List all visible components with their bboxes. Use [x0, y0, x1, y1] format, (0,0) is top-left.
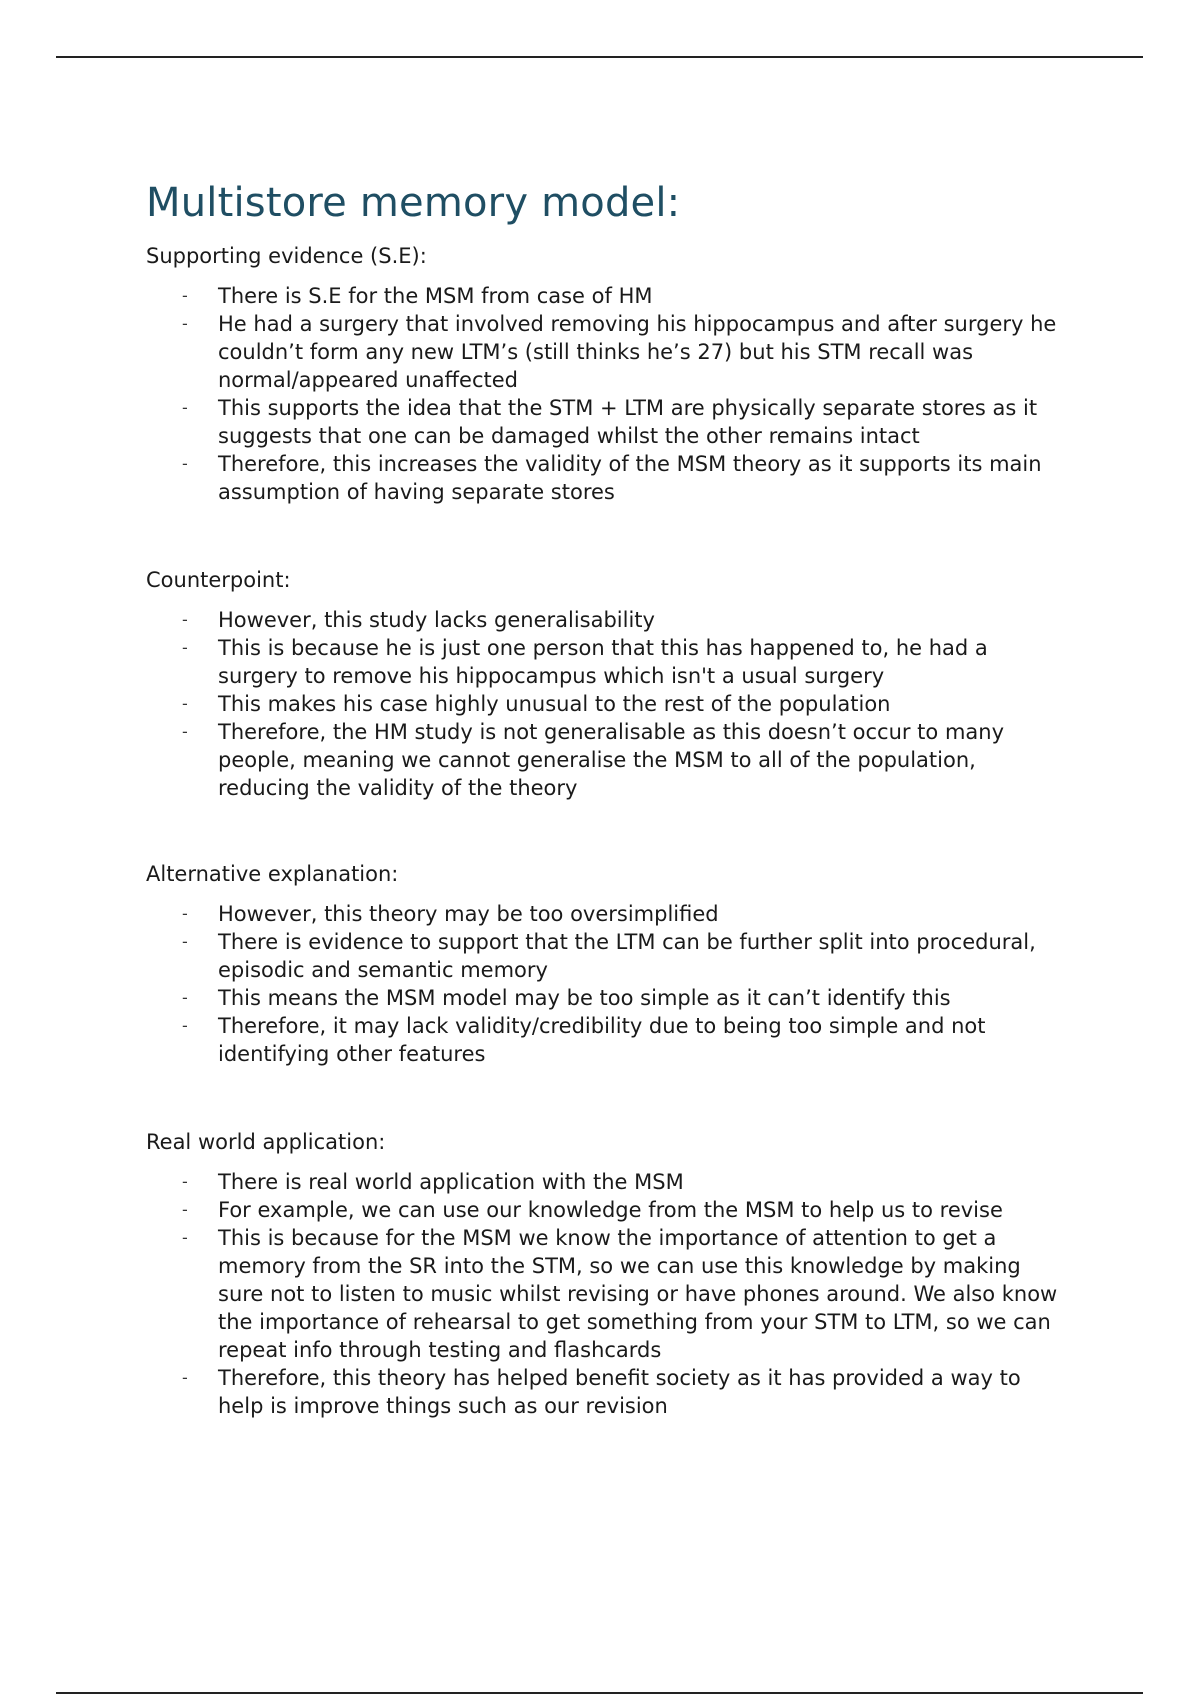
list-item [182, 718, 1066, 802]
dash-bullet-icon: - [182, 1016, 188, 1035]
top-rule [56, 56, 1143, 58]
list-item-text: This is because for the MSM we know the importance of attention to get a memory from the SR into the STM, so we can use this knowledge by making sure not to listen to music whilst revising or have phones around. We also know the importance of rehearsal to get something from your STM to LTM, so we can repeat info through testing and flashcards [218, 1226, 1058, 1362]
dash-bullet-icon: - [182, 286, 188, 305]
dash-bullet-icon: - [182, 398, 188, 417]
list-item-text: Therefore, this theory has helped benefit society as it has provided a way to help is improve things such as our revision [218, 1366, 1021, 1418]
list-item-text: This means the MSM model may be too simple as it can’t identify this [218, 986, 951, 1010]
dash-bullet-icon: - [182, 314, 188, 333]
list-item [182, 394, 1066, 450]
list-item [182, 1224, 1066, 1364]
section-supporting-evidence [146, 242, 1066, 506]
dash-bullet-icon: - [182, 932, 188, 951]
list-item-text: There is S.E for the MSM from case of HM [218, 284, 653, 308]
list-item-text: This makes his case highly unusual to the rest of the population [218, 692, 891, 716]
list-item-text: However, this theory may be too oversimplified [218, 902, 719, 926]
section-real-world-application [146, 1128, 1066, 1420]
document-body [146, 174, 1066, 1420]
page-title: Multistore memory model: [146, 180, 681, 226]
spacer [146, 506, 1066, 566]
section-heading: Alternative explanation: [146, 862, 399, 886]
bullet-list [146, 900, 1066, 1068]
list-item [182, 310, 1066, 394]
dash-bullet-icon: - [182, 1228, 188, 1247]
dash-bullet-icon: - [182, 454, 188, 473]
list-item-text: This supports the idea that the STM + LTM are physically separate stores as it suggests that one can be damaged whilst the other remains intact [218, 396, 1038, 448]
section-counterpoint [146, 566, 1066, 802]
list-item [182, 634, 1066, 690]
dash-bullet-icon: - [182, 638, 188, 657]
list-item-text: This is because he is just one person that this has happened to, he had a surgery to remove his hippocampus which isn't a usual surgery [218, 636, 988, 688]
list-item [182, 900, 1066, 928]
dash-bullet-icon: - [182, 1200, 188, 1219]
list-item [182, 928, 1066, 984]
bottom-rule [56, 1692, 1143, 1694]
list-item [182, 606, 1066, 634]
list-item-text: There is evidence to support that the LTM can be further split into procedural, episodic and semantic memory [218, 930, 1036, 982]
list-item [182, 282, 1066, 310]
dash-bullet-icon: - [182, 1368, 188, 1387]
list-item [182, 1196, 1066, 1224]
dash-bullet-icon: - [182, 722, 188, 741]
list-item [182, 1364, 1066, 1420]
list-item-text: He had a surgery that involved removing his hippocampus and after surgery he couldn’t form any new LTM’s (still thinks he’s 27) but his STM recall was normal/appeared unaffected [218, 312, 1057, 392]
list-item-text: Therefore, this increases the validity of the MSM theory as it supports its main assumption of having separate stores [218, 452, 1042, 504]
dash-bullet-icon: - [182, 694, 188, 713]
list-item-text: Therefore, the HM study is not generalisable as this doesn’t occur to many people, meaning we cannot generalise the MSM to all of the population, reducing the validity of the theory [218, 720, 1005, 800]
spacer [146, 1068, 1066, 1128]
list-item [182, 1168, 1066, 1196]
list-item [182, 1012, 1066, 1068]
section-heading: Real world application: [146, 1130, 386, 1154]
dash-bullet-icon: - [182, 988, 188, 1007]
list-item-text: However, this study lacks generalisability [218, 608, 655, 632]
spacer [146, 802, 1066, 860]
dash-bullet-icon: - [182, 904, 188, 923]
bullet-list [146, 1168, 1066, 1420]
dash-bullet-icon: - [182, 610, 188, 629]
section-alternative-explanation [146, 860, 1066, 1068]
list-item [182, 450, 1066, 506]
bullet-list [146, 606, 1066, 802]
list-item [182, 690, 1066, 718]
list-item [182, 984, 1066, 1012]
section-heading: Counterpoint: [146, 568, 291, 592]
section-heading: Supporting evidence (S.E): [146, 244, 427, 268]
list-item-text: There is real world application with the MSM [218, 1170, 684, 1194]
bullet-list [146, 282, 1066, 506]
list-item-text: Therefore, it may lack validity/credibility due to being too simple and not identifying other features [218, 1014, 986, 1066]
list-item-text: For example, we can use our knowledge from the MSM to help us to revise [218, 1198, 1003, 1222]
dash-bullet-icon: - [182, 1172, 188, 1191]
